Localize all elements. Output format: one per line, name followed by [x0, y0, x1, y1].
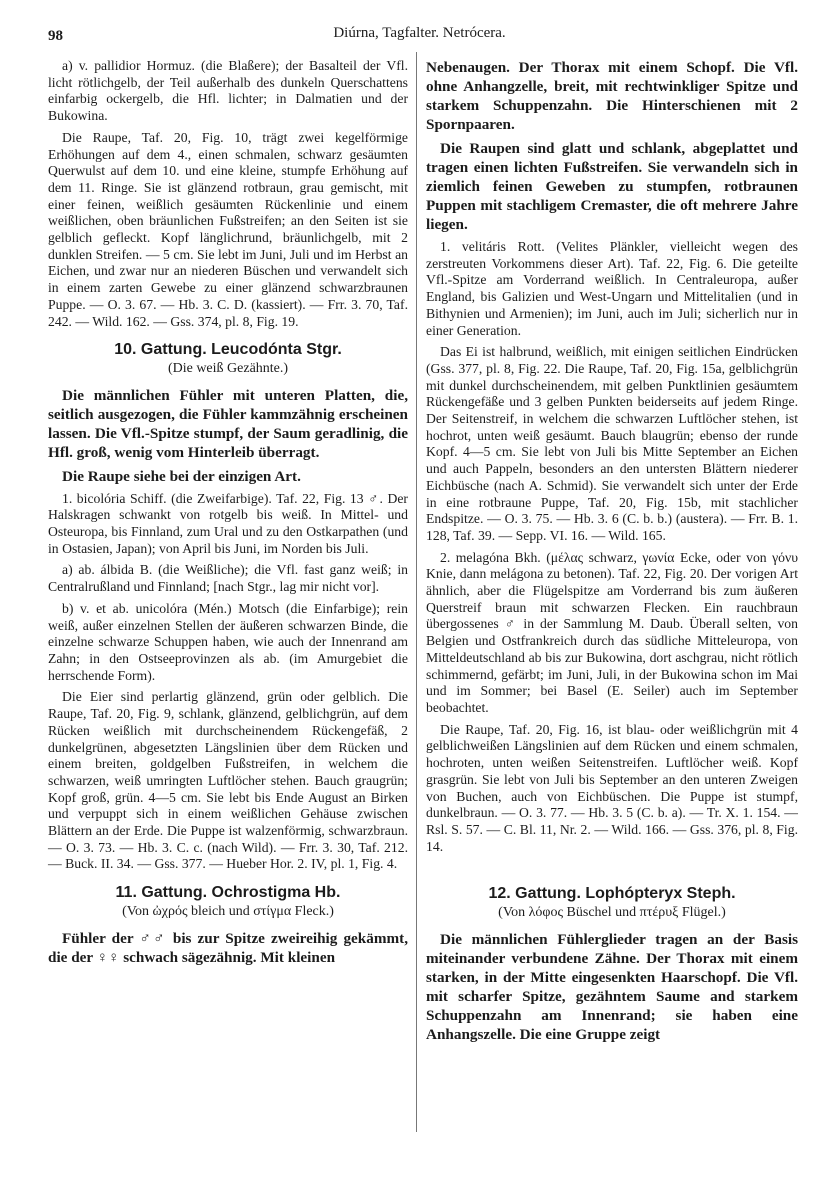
paragraph: Nebenaugen. Der Thorax mit einem Schopf. Die Vfl. ohne Anhangzelle, breit, mit rechtwinkliger Spitze und starkem Schuppenzahn. Die Hinterschienen mit 2 Spornpaaren. — [426, 59, 798, 133]
genus-heading: 11. Gattung. Ochrostigma Hb. — [115, 884, 341, 902]
genus-subtitle: (Von ὠχρός bleich und στίγμα Fleck.) — [122, 903, 334, 919]
paragraph: Die Raupe, Taf. 20, Fig. 10, trägt zwei kegelförmige Erhöhungen auf dem 4., einen schmalen, schwarz gesäumten Querwulst auf dem 10. und eine kleine, stumpfe Erhöhung auf dem 11. Ringe. Sie ist glänzend rotbraun, grau gemischt, mit einer feinen, weißlich gesäumten Rückenlinie und einem weißlichen, oben bräunlichen Fußstreifen; an den Seiten ist sie gelblich gefleckt. Kopf länglichrund, bräunlichgelb, mit 2 dunklen Streifen. — 5 cm. Sie lebt im Juni, Juli und im Herbst an Eichen, und zwar nur an niederen Büschen und verwandelt sich in einem zarten Gewebe zu einer glänzend schwarzbraunen Puppe. — O. 3. 67. — Hb. 3. C. D. (kassiert). — Frr. 3. 70, Taf. 242. — Wild. 162. — Gss. 374, pl. 8, Fig. 19. — [48, 129, 408, 329]
paragraph: a) v. pallidior Hormuz. (die Blaßere); der Basalteil der Vfl. licht rötlichgelb, der Teil außerhalb des dunkeln Querschattens einfarbig ockergelb, die Hfl. lichter; in Dalmatien und der Bukowina. — [48, 58, 408, 124]
left-column — [48, 58, 408, 972]
paragraph: Die Raupen sind glatt und schlank, abgeplattet und tragen einen lichten Fußstreifen. Sie verwandeln sich in ziemlich feinen Geweben zu stumpfen, rotbraunen Puppen mit stachligem Cremaster, die oft mehrere Jahre liegen. — [426, 140, 798, 233]
right-column — [426, 58, 798, 1049]
genus-heading: 10. Gattung. Leucodónta Stgr. — [114, 341, 342, 359]
paragraph: Die Raupe, Taf. 20, Fig. 16, ist blau- oder weißlichgrün mit 4 gelblichweißen Längslinien auf dem Rücken und einem schmalen, hochroten, unten weißen Seitenstreifen. Luftlöcher weiß. Kopf grasgrün. Sie lebt von Juli bis September an den unteren Zweigen von Buchen, auch von Eichbüschen. Die Puppe ist stumpf, dunkelbraun. — O. 3. 77. — Hb. 3. 5 (C. b. a). — Tr. X. 1. 154. — Rsl. S. 57. — C. Bl. 11, Nr. 2. — Wild. 166. — Gss. 376, pl. 8, Fig. 14. — [426, 721, 798, 854]
paragraph: a) ab. álbida B. (die Weißliche); die Vfl. fast ganz weiß; in Centralrußland und Finnland; [nach Stgr., lag mir nicht vor]. — [48, 562, 408, 595]
page-header — [48, 22, 791, 44]
paragraph: 2. melagóna Bkh. (μέλας schwarz, γωνία Ecke, oder von γόνυ Knie, dann melágona zu betonen). Taf. 22, Fig. 20. Der vorigen Art ähnlich, aber die Flügelspitze am Vorderrand bis zum äußeren Querstreif braun mit schwarzen Flecken. Ein rauchbraun übergossenes ♂ in der Sammlung M. Daub. Überall selten, von Belgien und Ostfrankreich durch das südliche Mitteleuropa, von Mitteldeutschland ab bis zur Bukowina, dort aschgrau, nicht rötlich schimmernd, gefärbt; im Juni, Juli, in der Bukowina schon im Mai und im Sommer; bei Basel (E. Seiler) auch im September beobachtet. — [426, 549, 798, 715]
genus-heading: 12. Gattung. Lophópteryx Steph. — [488, 885, 736, 903]
running-title: Diúrna, Tagfalter. Netrócera. — [333, 25, 506, 41]
page-number: 98 — [48, 28, 63, 44]
paragraph: 1. bicolória Schiff. (die Zweifarbige). Taf. 22, Fig. 13 ♂. Der Halskragen schwankt von rotgelb bis weiß. In Mittel- und Osteuropa, bis Finnland, zum Ural und zu den Ostkarpathen (und in Ostasien, Japan); von April bis Juni, im Norden bis Juli. — [48, 490, 408, 556]
paragraph: Fühler der ♂♂ bis zur Spitze zweireihig gekämmt, die der ♀♀ schwach sägezähnig. Mit kleinen — [48, 929, 408, 966]
genus-subtitle: (Die weiß Gezähnte.) — [167, 360, 289, 376]
paragraph: b) v. et ab. unicolóra (Mén.) Motsch (die Einfarbige); rein weiß, außer einzelnen Stellen der äußeren schwarzen Binde, die einzelne schwarze Schuppen haben, wie auch der Innenrand am Zahn; in den Ostseeprovinzen als ab. (im Amurgebiet die herrschende Form). — [48, 600, 408, 683]
paragraph: 1. velitáris Rott. (Velites Plänkler, vielleicht wegen des zerstreuten Vorkommens dieser Art). Taf. 22, Fig. 6. Die geteilte Vfl.-Spitze am Vorderrand weißlich. In Centraleuropa, außer England, bis Galizien und West-Ungarn und Mittelitalien (und in Bithynien und Armenien); im Juni, auch im Juli; sicherlich nur in einer Generation. — [426, 239, 798, 338]
column-divider — [416, 52, 417, 1132]
paragraph: Die männlichen Fühlerglieder tragen an der Basis miteinander verbundene Zähne. Der Thorax mit einem starken, in der Mitte eingesenkten Haarschopf. Die Vfl. mit scharfer Spitze, gezähntem Saume and starkem Schuppenzahn am Innenrand; sie haben eine Anhangszelle. Die eine Gruppe zeigt — [426, 930, 798, 1043]
paragraph: Die Raupe siehe bei der einzigen Art. — [62, 467, 301, 485]
genus-subtitle: (Von λόφος Büschel und πτέρυξ Flügel.) — [498, 905, 726, 921]
spacer — [426, 860, 798, 874]
paragraph: Die männlichen Fühler mit unteren Platten, die, seitlich ausgezogen, die Fühler kammzähnig erscheinen lassen. Die Vfl.-Spitze stumpf, der Saum geradlinig, die Hfl. groß, wenig vom Hinterleib überragt. — [48, 386, 408, 461]
paragraph: Die Eier sind perlartig glänzend, grün oder gelblich. Die Raupe, Taf. 20, Fig. 9, schlank, glänzend, gelblichgrün, auf dem Rücken weißlich mit durchscheinendem Rückengefäß, 2 dunkelgrünen, abgesetzten Längslinien über dem Rücken und einem breiten, goldgelben Fußstreifen, in welchem die schwarzen, weiß umringten Luftlöcher stehen. Bauch graugrün; Kopf groß, grün. 4—5 cm. Sie lebt bis Ende August an Birken und verpuppt sich in einem weißlichen Gehäuse zwischen Blättern an der Erde. Die Puppe ist walzenförmig, schwarzbraun. — O. 3. 73. — Hb. 3. C. c. (nach Wild). — Frr. 3. 30, Taf. 212. — Buck. II. 34. — Gss. 377. — Hueber Hor. 2. IV, pl. 1, Fig. 4. — [48, 689, 408, 872]
paragraph: Das Ei ist halbrund, weißlich, mit einigen seitlichen Eindrücken (Gss. 377, pl. 8, Fig. 22. Die Raupe, Taf. 20, Fig. 15a, gelblichgrün mit dunkel durchscheinendem, mit gelben Punktlinien gesäumtem Rückengefäße und 3 gelben Punkten beiderseits auf jedem Ringe. Der Seitenstreif, in welchem die schwarzen Luftlöcher stehen, ist hochrot, unten weiß gesäumt. Bauch blaugrün; ebenso der runde Kopf. 4—5 cm. Sie lebt von Juli bis Mitte September an Eichen und auch Pappeln, besonders an den untersten Blättern niederer Eichbüsche (nach A. Schmid). Sie verwandelt sich unter der Erde in eine rotbraune Puppe, Taf. 20, Fig. 15b, mit stachlicher Endspitze. — O. 3. 75. — Hb. 3. 6 (C. b. b.) (austera). — Frr. B. 1. 128, Taf. 39. — Sepp. VI. 16. — Wild. 165. — [426, 344, 798, 543]
